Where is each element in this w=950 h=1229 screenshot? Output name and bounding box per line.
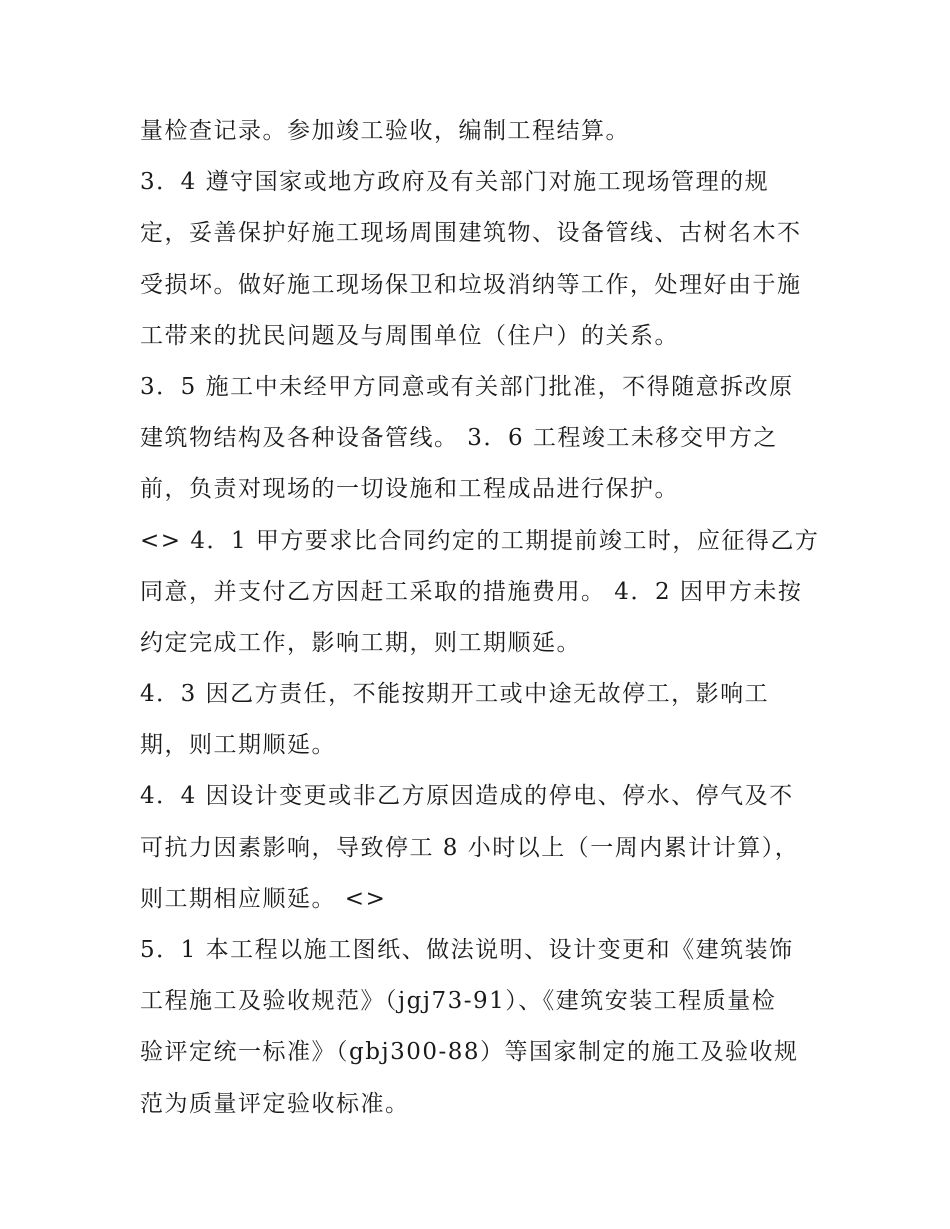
document-body [140,106,830,1130]
text-line: 5．1 本工程以施工图纸、做法说明、设计变更和《建筑装饰 [140,937,794,963]
text-line: 约定完成工作，影响工期，则工期顺延。 [140,629,581,656]
text-line: 4．4 因设计变更或非乙方原因造成的停电、停水、停气及不 [140,783,794,810]
text-line: 工程施工及验收规范》（jgj73-91）、《建筑安装工程质量检 [140,988,777,1015]
text-line: 验评定统一标准》（gbj300-88）等国家制定的施工及验收规 [140,1039,799,1066]
text-line: 建筑物结构及各种设备管线。 3．6 工程竣工未移交甲方之 [140,425,778,452]
text-line: 期，则工期顺延。 [140,732,336,759]
text-line: <> 4．1 甲方要求比合同约定的工期提前竣工时，应征得乙方 [140,527,820,554]
text-line: 定，妥善保护好施工现场周围建筑物、设备管线、古树名木不 [140,220,802,247]
text-line: 可抗力因素影响，导致停工 8 小时以上（一周内累计计算）， [140,834,800,861]
text-line: 4．3 因乙方责任，不能按期开工或中途无故停工，影响工 [140,681,770,708]
text-line: 前，负责对现场的一切设施和工程成品进行保护。 [140,476,679,503]
text-line: 3．5 施工中未经甲方同意或有关部门批准，不得随意拆改原 [140,373,794,400]
text-line: 受损坏。做好施工现场保卫和垃圾消纳等工作，处理好由于施 [140,271,802,298]
text-line: 则工期相应顺延。 <> [140,885,387,912]
text-line: 量检查记录。参加竣工验收，编制工程结算。 [140,118,630,144]
text-line: 范为质量评定验收标准。 [140,1090,410,1117]
text-line: 工带来的扰民问题及与周围单位（住户）的关系。 [140,322,679,349]
text-line: 同意，并支付乙方因赶工采取的措施费用。 4．2 因甲方未按 [140,578,803,605]
text-line: 3．4 遵守国家或地方政府及有关部门对施工现场管理的规 [140,169,770,196]
